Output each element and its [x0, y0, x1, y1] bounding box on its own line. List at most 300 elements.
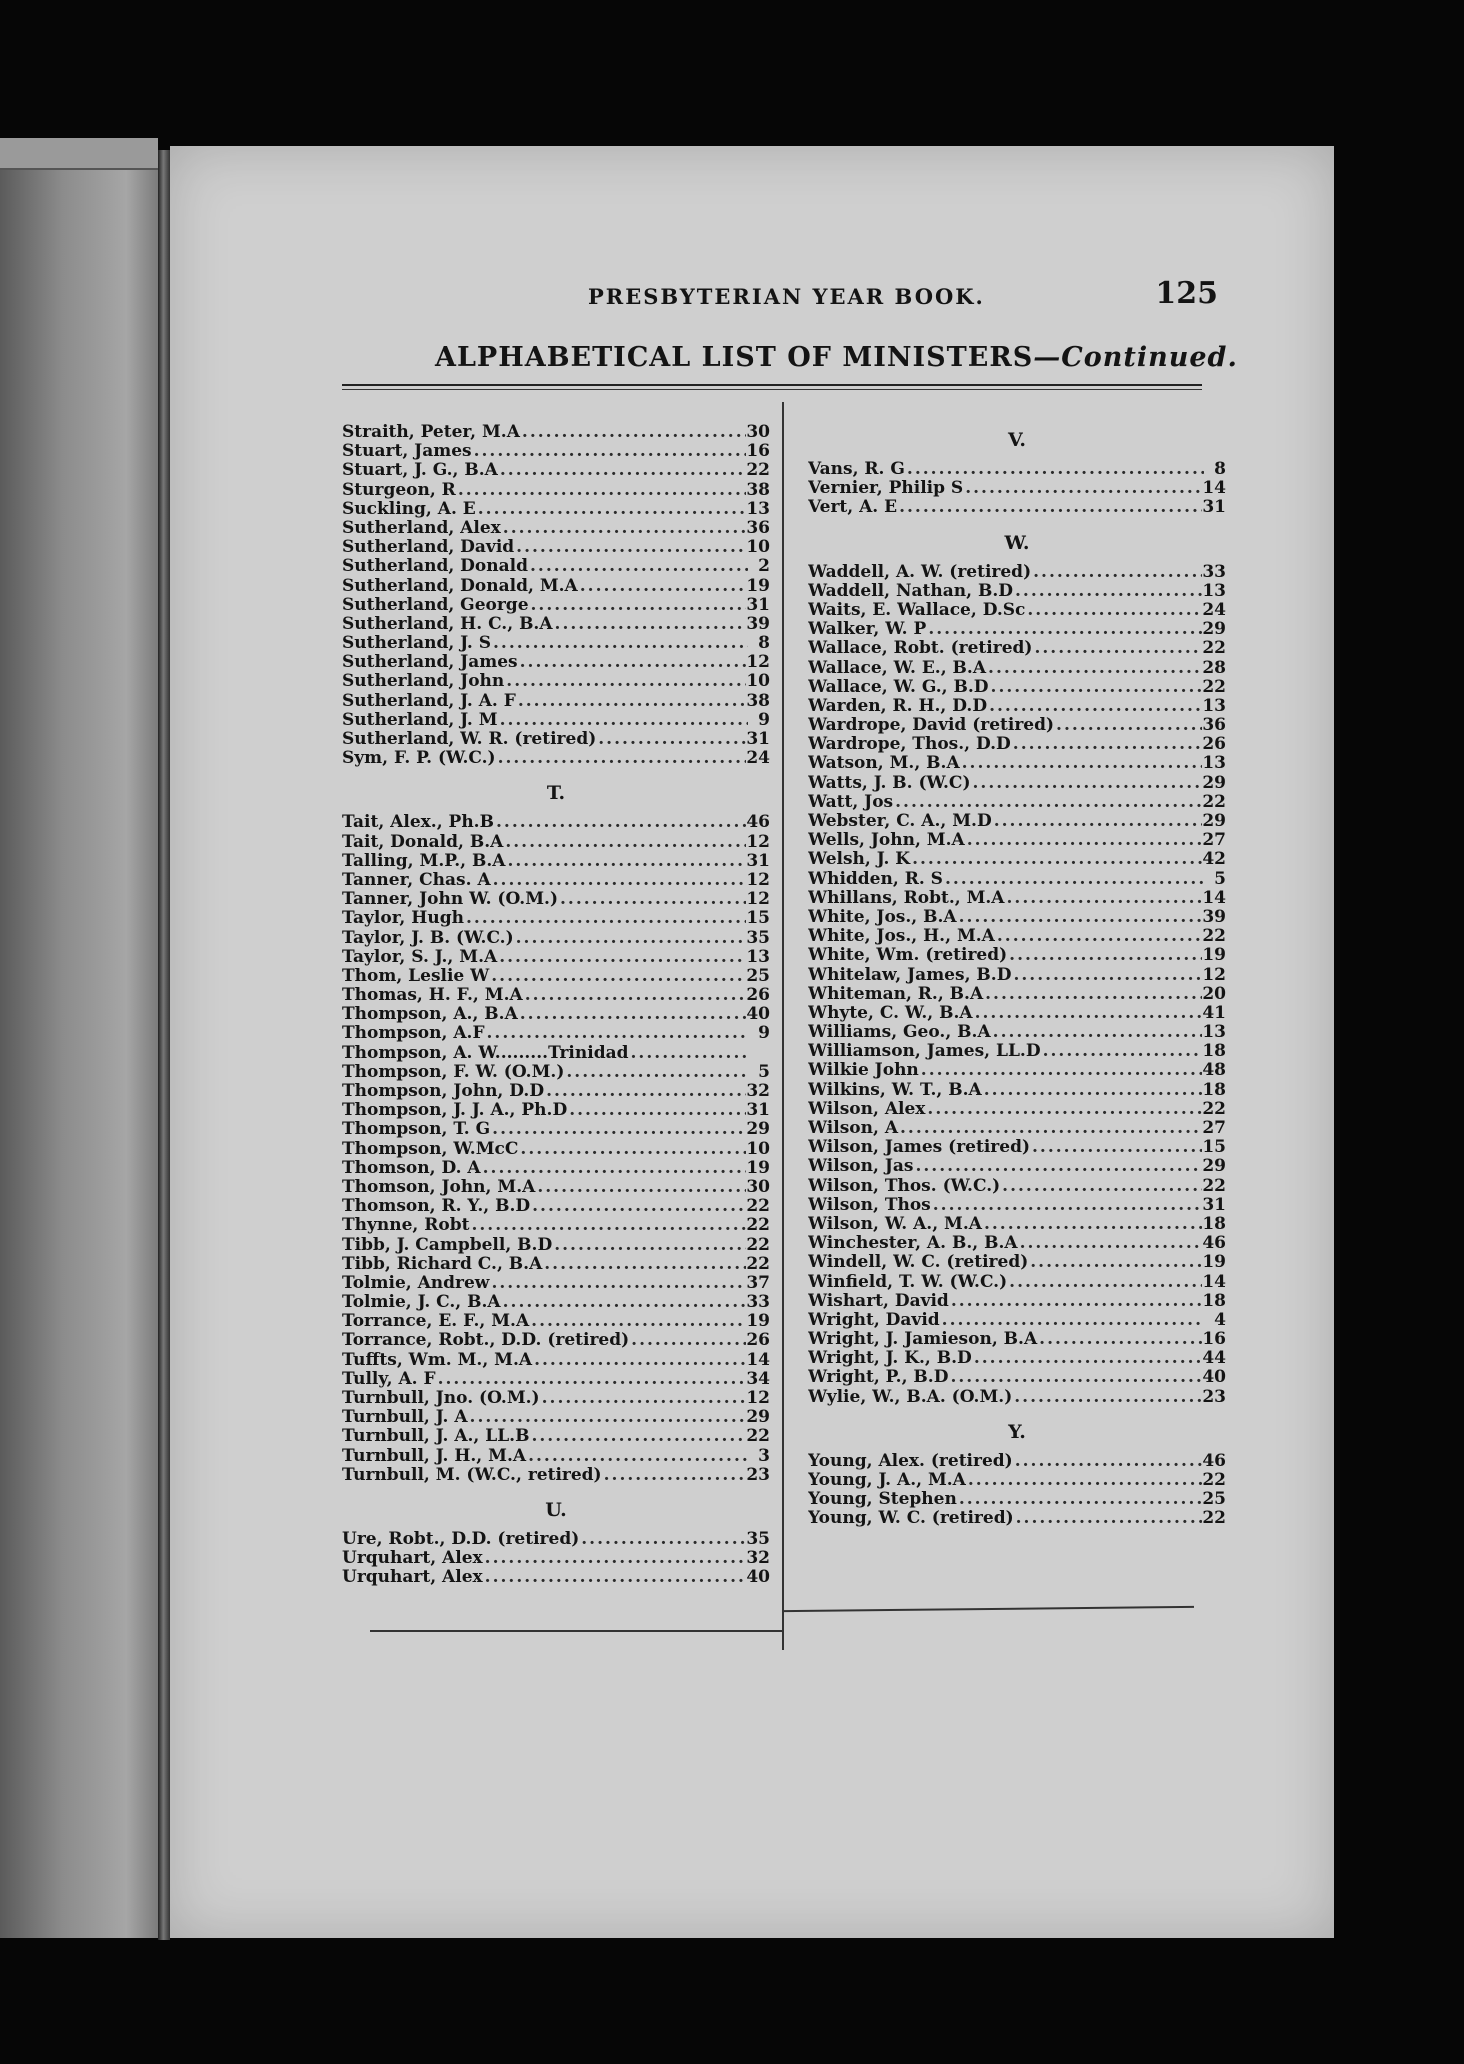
page-ref: 27: [1202, 1119, 1226, 1138]
minister-name: Tibb, J. Campbell, B.D: [342, 1235, 553, 1255]
minister-name: Stuart, J. G., B.A: [342, 461, 498, 481]
page-ref: 31: [746, 851, 770, 871]
minister-entry: [342, 481, 770, 500]
dot-leader: [501, 519, 747, 538]
letter-heading: T.: [546, 782, 566, 805]
minister-name: Turnbull, J. A: [342, 1408, 468, 1428]
minister-name: Straith, Peter, M.A: [342, 423, 520, 442]
dot-leader: [982, 1081, 1203, 1100]
minister-name: Wardrope, David (retired): [808, 716, 1055, 736]
minister-name: Tait, Alex., Ph.B: [342, 813, 494, 833]
page-ref: 32: [746, 1082, 770, 1101]
page-ref: 38: [746, 691, 770, 711]
minister-name: Wishart, David: [808, 1291, 949, 1311]
minister-entry: [808, 678, 1226, 697]
minister-name: Thompson, F. W. (O.M.): [342, 1062, 565, 1082]
minister-entry: [808, 1509, 1226, 1528]
page-ref: 24: [1202, 600, 1226, 620]
minister-entry: [342, 653, 770, 672]
page-ref: 46: [746, 813, 770, 833]
minister-name: Wallace, Robt. (retired): [808, 639, 1033, 659]
minister-name: Thompson, J. J. A., Ph.D: [342, 1101, 568, 1121]
minister-entry: [342, 1197, 770, 1216]
page-ref: 22: [1202, 927, 1226, 947]
minister-name: Wardrope, Thos., D.D: [808, 735, 1011, 755]
page-ref: 22: [746, 1254, 770, 1274]
minister-entry: [808, 754, 1226, 773]
dot-leader: [567, 1101, 746, 1120]
minister-name: Wilson, W. A., M.A: [808, 1214, 982, 1234]
dot-leader: [501, 1293, 747, 1312]
minister-entry: [342, 672, 770, 691]
page-ref: 23: [746, 1465, 770, 1485]
minister-name: Wilson, Thos. (W.C.): [808, 1176, 1001, 1196]
dot-leader: [542, 1255, 746, 1274]
minister-entry: [342, 519, 770, 538]
page-ref: 26: [1202, 735, 1226, 755]
page-ref: 26: [746, 1331, 770, 1351]
minister-name: Turnbull, J. A., LL.B: [342, 1427, 530, 1447]
minister-entry: [808, 1471, 1226, 1490]
page-ref: 13: [746, 499, 770, 519]
minister-name: Sutherland, David: [342, 538, 515, 558]
dot-leader: [1011, 735, 1203, 754]
minister-entry: [342, 461, 770, 480]
minister-name: White, Jos., H., M.A: [808, 927, 995, 947]
page-ref: 22: [1202, 792, 1226, 812]
minister-entry: [342, 442, 770, 461]
minister-entry: [342, 890, 770, 909]
dot-leader: [523, 986, 747, 1005]
minister-entry: [808, 1253, 1226, 1272]
minister-entry: [808, 563, 1226, 582]
minister-entry: [808, 1215, 1226, 1234]
dot-leader: [472, 442, 747, 461]
minister-entry: [342, 1101, 770, 1120]
dot-leader: [982, 1215, 1202, 1234]
minister-entry: [808, 1292, 1226, 1311]
minister-name: Wilson, James (retired): [808, 1138, 1030, 1158]
minister-name: Wright, J. Jamieson, B.A: [808, 1330, 1038, 1350]
minister-name: Thomson, D. A: [342, 1158, 481, 1178]
minister-entry: [342, 500, 770, 519]
page-ref: 29: [1202, 773, 1226, 793]
page-ref: 36: [1202, 716, 1226, 736]
title-rule-thin: [342, 389, 1202, 390]
page-ref: 18: [1202, 1214, 1226, 1234]
minister-entry: [808, 1177, 1226, 1196]
page-ref: 19: [746, 576, 770, 596]
minister-entry: [342, 1005, 770, 1024]
page-ref: 9: [758, 1024, 770, 1044]
minister-name: Wilson, Thos: [808, 1195, 931, 1215]
minister-entry: [808, 1081, 1226, 1100]
minister-name: Vernier, Philip S: [808, 479, 964, 499]
minister-entry: [808, 1004, 1226, 1023]
dot-leader: [943, 870, 1204, 889]
minister-name: Suckling, A. E: [342, 499, 476, 519]
dot-leader: [526, 1447, 748, 1466]
minister-name: Sutherland, J. S: [342, 634, 492, 654]
minister-name: Wright, David: [808, 1310, 940, 1330]
dot-leader: [498, 461, 746, 480]
dot-leader: [491, 871, 747, 890]
dot-leader: [991, 1023, 1203, 1042]
page-ref: 16: [1202, 1330, 1226, 1350]
minister-entry: [808, 1349, 1226, 1368]
bottom-rule-right: [784, 1606, 1194, 1612]
minister-name: Whillans, Robt., M.A: [808, 888, 1005, 908]
dot-leader: [992, 812, 1203, 831]
minister-entry: [342, 1159, 770, 1178]
dot-leader: [949, 1292, 1203, 1311]
page-ref: 30: [746, 1177, 770, 1197]
dot-leader: [535, 1178, 746, 1197]
dot-leader: [973, 1004, 1203, 1023]
right-column: [808, 415, 1226, 1529]
dot-leader: [957, 908, 1203, 927]
minister-entry: [342, 1331, 770, 1350]
minister-name: Tanner, Chas. A: [342, 870, 491, 890]
minister-entry: [808, 774, 1226, 793]
minister-entry: [808, 716, 1226, 735]
minister-name: Turnbull, M. (W.C., retired): [342, 1465, 602, 1485]
section-title-main: ALPHABETICAL LIST OF MINISTERS: [435, 342, 1034, 373]
dot-leader: [629, 1331, 746, 1350]
page-ref: 36: [746, 518, 770, 538]
minister-name: Tibb, Richard C., B.A: [342, 1254, 543, 1274]
page-ref: 31: [1202, 498, 1226, 518]
page-ref: 22: [1202, 1509, 1226, 1529]
minister-entry: [342, 1044, 770, 1063]
letter-heading: U.: [545, 1498, 567, 1521]
page-ref: 16: [746, 442, 770, 462]
minister-name: Whyte, C. W., B.A: [808, 1003, 973, 1023]
title-rule: [342, 384, 1202, 386]
minister-name: Taylor, S. J., M.A: [342, 947, 498, 967]
dot-leader: [960, 754, 1203, 773]
minister-name: Vert, A. E: [808, 498, 898, 518]
minister-name: Thynne, Robt: [342, 1216, 470, 1236]
page-ref: 22: [1202, 677, 1226, 697]
minister-entry: [342, 1293, 770, 1312]
dot-leader: [520, 423, 746, 442]
minister-entry: [808, 1119, 1226, 1138]
dot-leader: [940, 1311, 1204, 1330]
minister-name: Wallace, W. G., B.D: [808, 677, 989, 697]
minister-name: Wilson, Jas: [808, 1157, 914, 1177]
minister-entry: [808, 1196, 1226, 1215]
dot-leader: [529, 1312, 746, 1331]
letter-heading: V.: [1007, 429, 1027, 451]
minister-entry: [342, 1120, 770, 1139]
minister-name: White, Wm. (retired): [808, 946, 1008, 966]
minister-entry: [808, 498, 1226, 517]
dot-leader: [456, 481, 747, 500]
page-ref: 35: [746, 928, 770, 948]
page-ref: 15: [1202, 1138, 1226, 1158]
page-ref: 18: [1202, 1291, 1226, 1311]
dot-leader: [948, 1368, 1202, 1387]
scanned-page: [170, 146, 1334, 1938]
minister-name: Williams, Geo., B.A: [808, 1023, 991, 1043]
minister-name: Thompson, A.F: [342, 1024, 485, 1044]
page-ref: 39: [1202, 907, 1226, 927]
minister-name: Tuffts, Wm. M., M.A: [342, 1350, 533, 1370]
dot-leader: [469, 1216, 746, 1235]
page-ref: 12: [746, 1389, 770, 1408]
minister-name: Watt, Jos: [808, 792, 894, 812]
dot-leader: [485, 1024, 748, 1043]
minister-name: Ure, Robt., D.D. (retired): [342, 1529, 580, 1549]
dot-leader: [529, 596, 747, 615]
page-ref: 18: [1202, 1042, 1226, 1062]
minister-entry: [808, 812, 1226, 831]
dot-leader: [926, 620, 1202, 639]
minister-entry: [342, 1568, 770, 1587]
minister-name: Taylor, J. B. (W.C.): [342, 928, 514, 948]
minister-name: Thompson, T. G: [342, 1120, 491, 1140]
page-ref: 28: [1202, 658, 1226, 678]
dot-leader: [602, 1466, 747, 1485]
minister-entry: [342, 1370, 770, 1389]
dot-leader: [1007, 1273, 1202, 1292]
page-ref: 4: [1214, 1310, 1226, 1330]
book-spine: [158, 150, 170, 1940]
dot-leader: [464, 909, 746, 928]
page-ref: 13: [1202, 696, 1226, 716]
minister-name: Winchester, A. B., B.A: [808, 1234, 1018, 1254]
minister-name: Sutherland, George: [342, 595, 529, 615]
page-ref: 14: [1202, 479, 1226, 499]
minister-entry: [342, 852, 770, 871]
minister-entry: [342, 692, 770, 711]
minister-entry: [808, 966, 1226, 985]
dot-leader: [503, 833, 746, 852]
dot-leader: [1025, 601, 1202, 620]
minister-name: Windell, W. C. (retired): [808, 1253, 1029, 1273]
minister-entry: [342, 967, 770, 986]
page-ref: 44: [1202, 1349, 1226, 1369]
page-ref: 29: [1202, 1157, 1226, 1177]
minister-name: Thomas, H. F., M.A: [342, 986, 523, 1006]
dot-leader: [544, 1082, 746, 1101]
minister-entry: [342, 1389, 770, 1408]
page-ref: 22: [746, 461, 770, 481]
minister-name: Tanner, John W. (O.M.): [342, 890, 558, 910]
dot-leader: [1013, 582, 1202, 601]
minister-name: Sutherland, Donald: [342, 557, 528, 577]
page-ref: 34: [746, 1369, 770, 1389]
section-title-suffix: —Continued.: [1033, 342, 1238, 373]
dot-leader: [966, 1471, 1202, 1490]
page-ref: 8: [1214, 460, 1226, 479]
letter-heading: Y.: [1008, 1420, 1026, 1443]
minister-name: Wilkie John: [808, 1061, 919, 1081]
page-number: 125: [1155, 276, 1218, 311]
minister-entry: [342, 1063, 770, 1082]
dot-leader: [476, 500, 747, 519]
page-ref: 35: [746, 1529, 770, 1549]
page-ref: 38: [746, 480, 770, 500]
page-ref: 46: [1202, 1451, 1226, 1471]
minister-name: Tolmie, Andrew: [342, 1273, 490, 1293]
minister-entry: [342, 833, 770, 852]
page-ref: 13: [746, 947, 770, 967]
dot-leader: [596, 730, 746, 749]
minister-name: Sutherland, Donald, M.A: [342, 576, 578, 596]
dot-leader: [553, 615, 747, 634]
dot-leader: [496, 749, 747, 768]
minister-entry: [342, 909, 770, 928]
page-ref: 48: [1202, 1061, 1226, 1081]
page-ref: 22: [1202, 639, 1226, 659]
minister-entry: [808, 908, 1226, 927]
dot-leader: [919, 1061, 1203, 1080]
dot-leader: [578, 577, 747, 596]
page-ref: 22: [1202, 1099, 1226, 1119]
minister-name: Whitelaw, James, B.D: [808, 965, 1012, 985]
minister-entry: [342, 596, 770, 615]
dot-leader: [540, 1389, 747, 1408]
page-ref: 30: [746, 423, 770, 442]
dot-leader: [965, 831, 1203, 850]
page-ref: 23: [1202, 1387, 1226, 1407]
dot-leader: [910, 850, 1202, 869]
minister-name: Whiteman, R., B.A: [808, 984, 984, 1004]
dot-leader: [1041, 1042, 1203, 1061]
minister-entry: [808, 582, 1226, 601]
minister-entry: [342, 711, 770, 730]
page-ref: 12: [746, 890, 770, 910]
minister-name: Warden, R. H., D.D: [808, 696, 988, 716]
minister-entry: [342, 1351, 770, 1370]
minister-name: Thompson, A. W.........Trinidad: [342, 1043, 629, 1063]
minister-entry: [808, 793, 1226, 812]
dot-leader: [989, 678, 1203, 697]
page-ref: 9: [758, 710, 770, 730]
dot-leader: [913, 1157, 1202, 1176]
dot-leader: [532, 1351, 746, 1370]
dot-leader: [529, 1427, 746, 1446]
minister-entry: [808, 1388, 1226, 1407]
minister-entry: [342, 986, 770, 1005]
dot-leader: [1030, 1138, 1202, 1157]
page-ref: 41: [1202, 1003, 1226, 1023]
minister-name: Sturgeon, R: [342, 480, 456, 500]
minister-entry: [808, 1157, 1226, 1176]
minister-name: Winfield, T. W. (W.C.): [808, 1272, 1008, 1292]
minister-entry: [808, 927, 1226, 946]
minister-entry: [808, 1061, 1226, 1080]
minister-name: Walker, W. P: [808, 620, 927, 640]
page-ref: 22: [1202, 1471, 1226, 1490]
dot-leader: [1011, 966, 1202, 985]
dot-leader: [629, 1044, 748, 1063]
minister-name: Turnbull, J. H., M.A: [342, 1446, 527, 1466]
minister-name: Wallace, W. E., B.A: [808, 658, 987, 678]
page-ref: 14: [1202, 888, 1226, 908]
page-ref: 10: [746, 538, 770, 558]
page-ref: 20: [1202, 984, 1226, 1004]
section-title: [435, 342, 1238, 373]
minister-name: Thom, Leslie W: [342, 966, 490, 986]
page-ref: 31: [746, 595, 770, 615]
dot-leader: [530, 1197, 746, 1216]
minister-entry: [808, 639, 1226, 658]
dot-leader: [481, 1159, 747, 1178]
dot-leader: [1014, 1509, 1203, 1528]
dot-leader: [925, 1100, 1202, 1119]
page-ref: 15: [746, 909, 770, 929]
minister-name: Urquhart, Alex: [342, 1568, 483, 1588]
minister-entry: [342, 749, 770, 768]
page-ref: 40: [746, 1568, 770, 1588]
minister-name: White, Jos., B.A: [808, 907, 957, 927]
minister-entry: [808, 1234, 1226, 1253]
minister-name: Sutherland, H. C., B.A: [342, 614, 553, 634]
dot-leader: [504, 672, 746, 691]
page-ref: 22: [746, 1235, 770, 1255]
page-ref: 29: [746, 1120, 770, 1140]
minister-entry: [342, 1312, 770, 1331]
minister-entry: [808, 659, 1226, 678]
minister-entry: [808, 479, 1226, 498]
page-ref: 19: [1202, 1253, 1226, 1273]
page-ref: 37: [746, 1273, 770, 1293]
dot-leader: [558, 890, 746, 909]
minister-entry: [808, 1330, 1226, 1349]
minister-entry: [808, 735, 1226, 754]
minister-name: Sutherland, J. A. F: [342, 691, 516, 711]
minister-name: Wilson, A: [808, 1119, 899, 1138]
minister-entry: [342, 813, 770, 832]
dot-leader: [564, 1063, 748, 1082]
dot-leader: [489, 967, 746, 986]
page-ref: 8: [758, 634, 770, 654]
page-ref: 19: [746, 1312, 770, 1332]
minister-name: Welsh, J. K: [808, 850, 911, 870]
page-ref: 27: [1202, 831, 1226, 851]
minister-entry: [808, 1368, 1226, 1387]
minister-entry: [342, 948, 770, 967]
minister-entry: [342, 577, 770, 596]
minister-name: Watson, M., B.A: [808, 754, 960, 774]
minister-entry: [808, 1138, 1226, 1157]
dot-leader: [1018, 1234, 1203, 1253]
dot-leader: [957, 1490, 1203, 1509]
minister-entry: [342, 1447, 770, 1466]
minister-entry: [808, 620, 1226, 639]
minister-entry: [342, 1466, 770, 1485]
dot-leader: [436, 1370, 747, 1389]
page-ref: 39: [746, 614, 770, 634]
minister-entry: [808, 1452, 1226, 1471]
minister-entry: [808, 889, 1226, 908]
minister-entry: [808, 1273, 1226, 1292]
page-ref: 33: [1202, 562, 1226, 582]
minister-name: Urquhart, Alex: [342, 1549, 483, 1569]
dot-leader: [963, 479, 1202, 498]
minister-entry: [342, 1274, 770, 1293]
page-ref: 14: [1202, 1272, 1226, 1292]
dot-leader: [1005, 889, 1203, 908]
dot-leader: [489, 1274, 746, 1293]
minister-name: Torrance, E. F., M.A: [342, 1312, 530, 1332]
page-ref: 31: [746, 1101, 770, 1121]
dot-leader: [518, 1140, 746, 1159]
minister-name: Waddell, Nathan, B.D: [808, 581, 1013, 601]
